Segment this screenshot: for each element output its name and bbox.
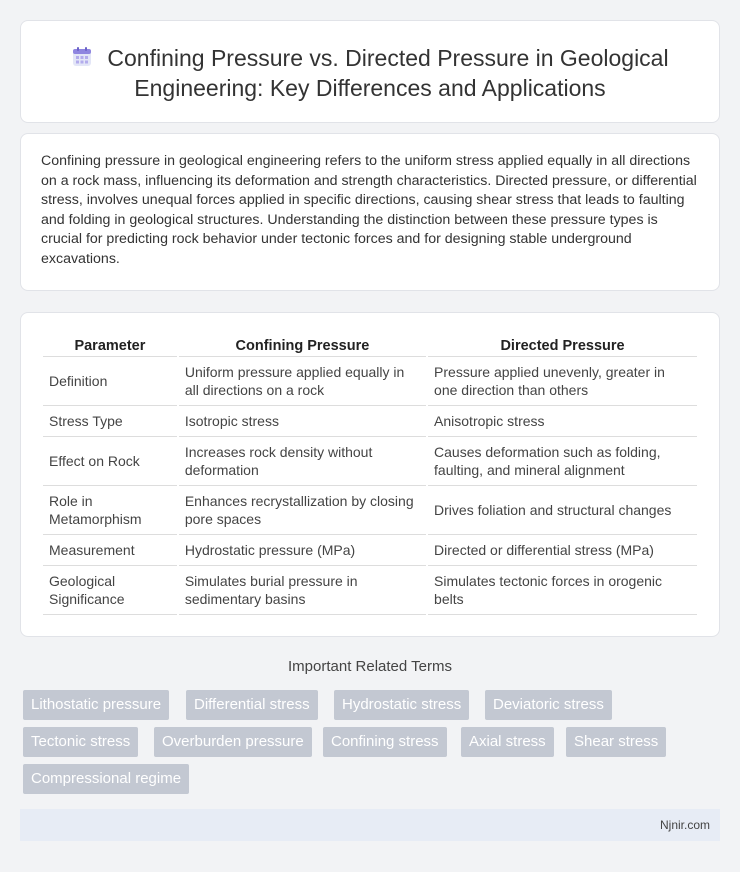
title-card (20, 20, 720, 123)
comparison-table (41, 335, 699, 615)
table-cell: Measurement (43, 535, 177, 566)
tag-deviatoric-stress[interactable]: Deviatoric stress (485, 690, 612, 720)
tag-overburden-pressure[interactable]: Overburden pressure (154, 727, 312, 757)
table-row (43, 406, 697, 437)
table-cell: Enhances recrystallization by closing pore spaces (179, 486, 426, 535)
table-cell: Geological Significance (43, 566, 177, 615)
table-cell: Role in Metamorphism (43, 486, 177, 535)
table-cell: Uniform pressure applied equally in all directions on a rock (179, 357, 426, 406)
table-row (43, 566, 697, 615)
table-cell: Hydrostatic pressure (MPa) (179, 535, 426, 566)
table-cell: Directed or differential stress (MPa) (428, 535, 697, 566)
table-cell: Effect on Rock (43, 437, 177, 486)
tag-shear-stress[interactable]: Shear stress (566, 727, 666, 757)
calendar-icon (71, 46, 93, 68)
table-row (43, 535, 697, 566)
footer-site-link[interactable]: Njnir.com (659, 818, 710, 832)
tag-confining-stress[interactable]: Confining stress (323, 727, 447, 757)
header-directed-pressure: Directed Pressure (428, 335, 697, 357)
header-parameter: Parameter (43, 335, 177, 357)
table-cell: Simulates burial pressure in sedimentary basins (179, 566, 426, 615)
tag-tectonic-stress[interactable]: Tectonic stress (23, 727, 138, 757)
comparison-table-card (20, 312, 720, 637)
page-title: Confining Pressure vs. Directed Pressure in Geological Engineering: Key Differences and Applications (107, 45, 669, 101)
table-header-row (43, 335, 697, 357)
table-cell: Causes deformation such as folding, faulting, and mineral alignment (428, 437, 697, 486)
table-cell: Increases rock density without deformation (179, 437, 426, 486)
table-cell: Stress Type (43, 406, 177, 437)
table-cell: Drives foliation and structural changes (428, 486, 697, 535)
table-cell: Pressure applied unevenly, greater in one direction than others (428, 357, 697, 406)
tag-compressional-regime[interactable]: Compressional regime (23, 764, 189, 794)
table-row (43, 486, 697, 535)
footer (20, 809, 720, 841)
intro-card (20, 133, 720, 291)
table-row (43, 357, 697, 406)
table-cell: Definition (43, 357, 177, 406)
table-cell: Anisotropic stress (428, 406, 697, 437)
intro-paragraph: Confining pressure in geological engineering refers to the uniform stress applied equally in all directions on a rock mass, influencing its deformation and strength characteristics. Directed pressure, or differential stress, involves unequal forces applied in specific directions, causing shear stress that leads to faulting and folding in geological structures. Understanding the distinction between these pressure types is crucial for predicting rock behavior under tectonic forces and for designing stable underground excavations. (41, 153, 697, 267)
table-row (43, 437, 697, 486)
related-terms-title: Important Related Terms (288, 658, 452, 675)
header-confining-pressure: Confining Pressure (179, 335, 426, 357)
tag-lithostatic-pressure[interactable]: Lithostatic pressure (23, 690, 169, 720)
tag-hydrostatic-stress[interactable]: Hydrostatic stress (334, 690, 469, 720)
page-title-wrap (21, 43, 719, 103)
tag-axial-stress[interactable]: Axial stress (461, 727, 554, 757)
tag-differential-stress[interactable]: Differential stress (186, 690, 318, 720)
table-cell: Simulates tectonic forces in orogenic belts (428, 566, 697, 615)
table-cell: Isotropic stress (179, 406, 426, 437)
